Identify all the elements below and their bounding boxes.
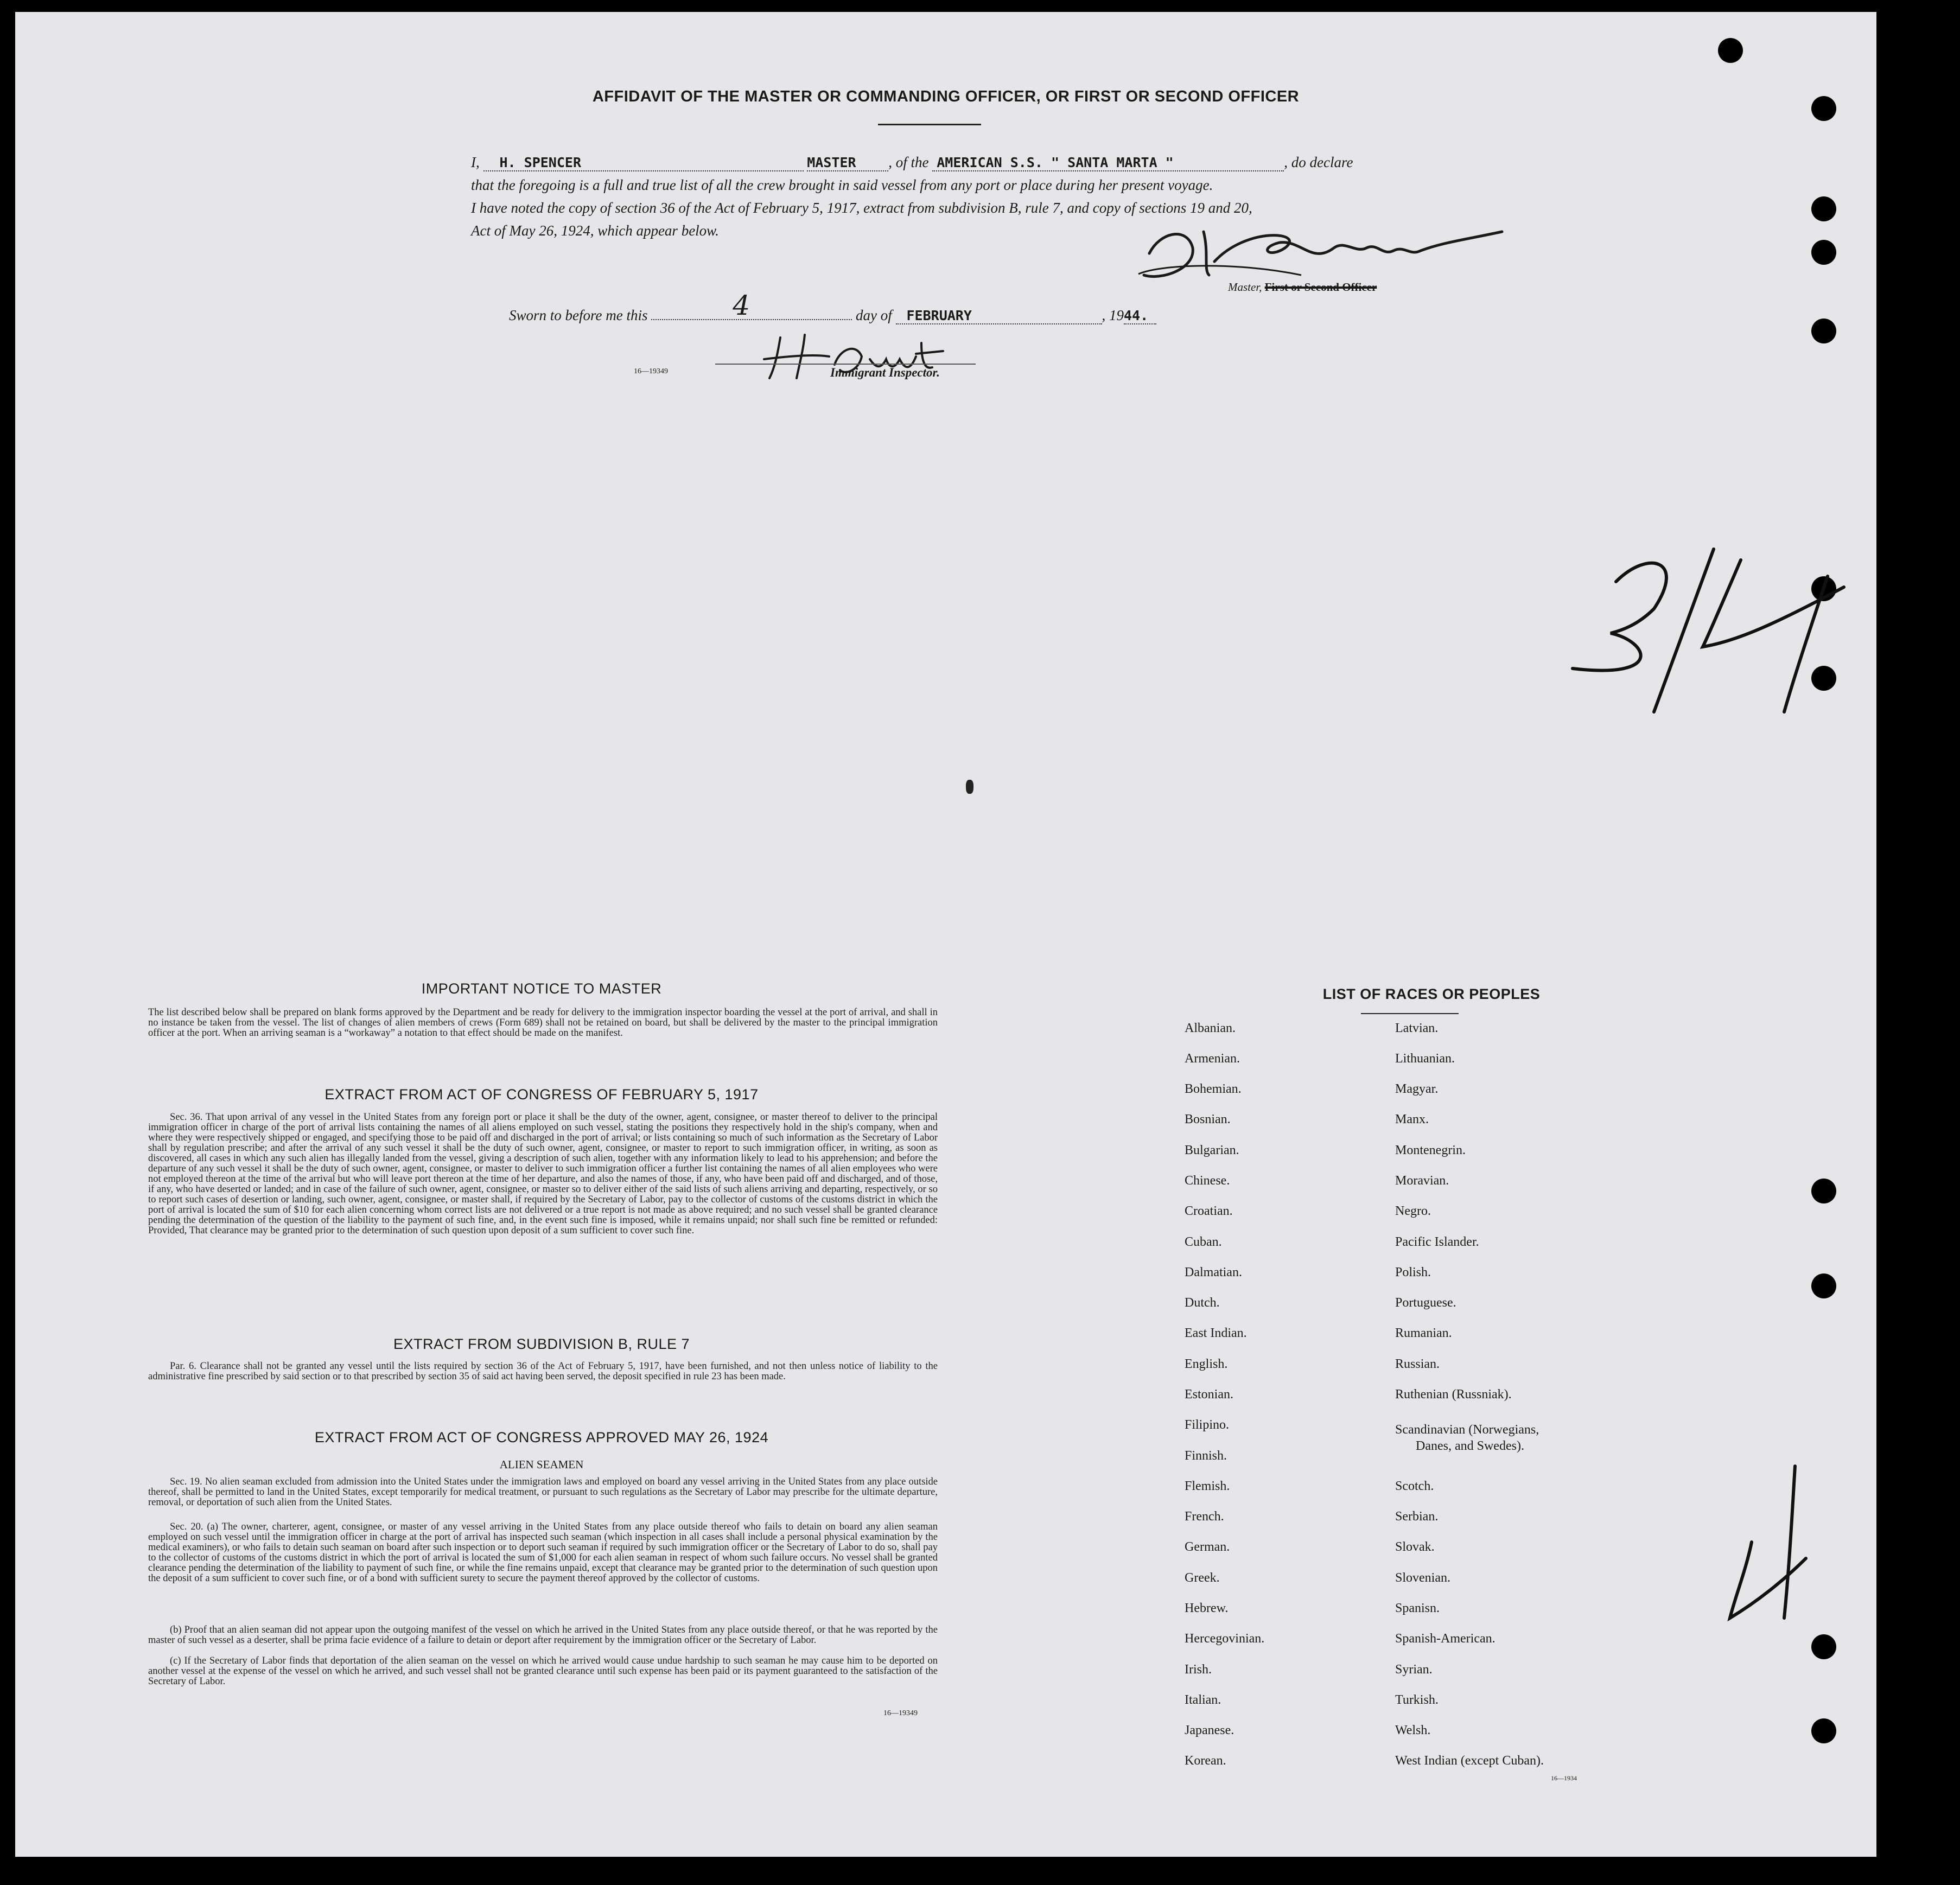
- race-item: Moravian.: [1395, 1174, 1449, 1188]
- race-item: Chinese.: [1185, 1174, 1230, 1188]
- race-item: Ruthenian (Russniak).: [1395, 1387, 1512, 1402]
- punch-hole: [1811, 319, 1836, 343]
- race-item: Hercegovinian.: [1185, 1632, 1265, 1646]
- race-item: Slovenian.: [1395, 1571, 1450, 1585]
- rule7-title: EXTRACT FROM SUBDIVISION B, RULE 7: [393, 1336, 690, 1352]
- race-item: West Indian (except Cuban).: [1395, 1754, 1544, 1768]
- affidavit-line-4: Act of May 26, 1924, which appear below.: [471, 222, 719, 239]
- race-item: Croatian.: [1185, 1204, 1233, 1218]
- race-item: Greek.: [1185, 1571, 1220, 1585]
- inspector-label: Immigrant Inspector.: [830, 366, 940, 379]
- punch-hole: [1811, 1273, 1836, 1298]
- extract-form-number: 16—19349: [883, 1709, 918, 1717]
- race-item: Scotch.: [1395, 1479, 1434, 1493]
- race-item: Danes, and Swedes).: [1416, 1439, 1524, 1453]
- race-item: Bulgarian.: [1185, 1143, 1239, 1157]
- race-item: Cuban.: [1185, 1235, 1222, 1249]
- sec20c-text: (c) If the Secretary of Labor finds that deportation of the alien seaman on the vessel on which he arrived would cause undue hardship to such seaman he may cause him to be deported on another vessel at the expense of the vessel on which he arrived, and such vessel shall not be granted clearance until such expense has been paid or its payment guaranteed to the satisfaction of the Secretary of Labor.: [148, 1655, 938, 1687]
- extract-1924-title: EXTRACT FROM ACT OF CONGRESS APPROVED MAY 26, 1924: [314, 1429, 769, 1445]
- master-name-field: H. SPENCER: [483, 155, 804, 171]
- punch-hole: [1718, 38, 1743, 63]
- punch-hole: [1811, 1718, 1836, 1743]
- title-underline: [878, 124, 981, 125]
- race-item: Bosnian.: [1185, 1112, 1231, 1126]
- race-item: Filipino.: [1185, 1418, 1230, 1432]
- race-item: Finnish.: [1185, 1449, 1227, 1463]
- race-item: Magyar.: [1395, 1082, 1439, 1096]
- sec19-text: Sec. 19. No alien seaman excluded from admission into the United States under the immigration laws and employed on board any vessel arriving in the United States from any place outside thereof, shall be permitted to land in the United States, except temporarily for medical treatment, or pursuant to such regulations as the Secretary of Labor may prescribe for the ultimate departure, removal, or deportation of such alien from the United States.: [148, 1476, 938, 1508]
- extract-1917-title: EXTRACT FROM ACT OF CONGRESS OF FEBRUARY 5, 1917: [324, 1086, 759, 1103]
- race-item: Pacific Islander.: [1395, 1235, 1479, 1249]
- year-field: 44.: [1124, 308, 1156, 324]
- inspector-sign-line: [715, 364, 976, 365]
- race-item: Korean.: [1185, 1754, 1226, 1768]
- affidavit-line-2: that the foregoing is a full and true list of all the crew brought in said vessel from any port or place during her present voyage.: [471, 177, 1213, 193]
- pronoun-text: I,: [471, 154, 480, 170]
- affidavit-line-3: I have noted the copy of section 36 of the Act of February 5, 1917, extract from subdivision B, rule 7, and copy of sections 19 and 20,: [471, 200, 1252, 216]
- punch-hole: [1811, 1179, 1836, 1203]
- sec20a-text: Sec. 20. (a) The owner, charterer, agent, consignee, or master of any vessel arriving in the United States from any place outside thereof who fails to detain on board any alien seaman employed on such vessel until the immigration officer in charge at the port of arrival has inspected such seaman (which inspection in all cases shall include a personal physical examination by the medical examiners), or who fails to detain such seaman on board after such inspection or to deport such seaman if required by such immigration officer or the Secretary of Labor to do so, shall pay to the collector of customs of the customs district in which the port of arrival is located the sum of $1,000 for each alien seaman in respect of whom such failure occurs. No vessel shall be granted clearance pending the determination of the liability to payment of such fine, or while the fine remains unpaid, except that clearance may be granted prior to the determination of such question upon the deposit of a sum sufficient to cover such fine, or of a bond with sufficient surety to secure the payment thereof approved by the collector of customs.: [148, 1521, 938, 1584]
- alien-seamen-subtitle: ALIEN SEAMEN: [499, 1458, 584, 1471]
- race-item: Dalmatian.: [1185, 1265, 1242, 1279]
- race-item: Dutch.: [1185, 1296, 1220, 1310]
- race-item: Syrian.: [1395, 1663, 1433, 1677]
- sworn-line: [509, 290, 1156, 324]
- race-item: Japanese.: [1185, 1723, 1234, 1737]
- do-declare-text: , do declare: [1284, 154, 1353, 170]
- punch-hole: [1811, 196, 1836, 221]
- race-item: Welsh.: [1395, 1723, 1431, 1737]
- race-item: Italian.: [1185, 1693, 1221, 1707]
- master-signature: [1128, 210, 1518, 291]
- sworn-text: Sworn to before me this: [509, 307, 648, 323]
- race-item: German.: [1185, 1540, 1230, 1554]
- races-form-number: 16—1934: [1551, 1774, 1577, 1782]
- affidavit-title: AFFIDAVIT OF THE MASTER OR COMMANDING OFFICER, OR FIRST OR SECOND OFFICER: [592, 88, 1300, 105]
- sec20b-text: (b) Proof that an alien seaman did not appear upon the outgoing manifest of the vessel on which he arrived in the United States from any place outside thereof, or that he was reported by the master of such vessel as a deserter, shall be prima facie evidence of a failure to detain or deport after requirement by the immigration officer or the Secretary of Labor.: [148, 1625, 938, 1646]
- race-item: Polish.: [1395, 1265, 1431, 1279]
- extract-1917-text: Sec. 36. That upon arrival of any vessel in the United States from any foreign port or place it shall be the duty of the owner, agent, consignee, or master thereof to deliver to the principal immigration officer in charge of the port of arrival lists containing the names of all aliens employed on such vessel, stating the positions they respectively hold in the ship's company, when and where they were respectively shipped or engaged, and specifying those to be paid off and discharged in the port of arrival; or lists containing so much of such information as the Secretary of Labor shall by regulation prescribe; and after the arrival of any such vessel it shall be the duty of such owner, agent, consignee, or master to report to such immigration officer, in writing, as soon as discovered, all cases in which any such alien has illegally landed from the vessel, giving a description of such alien, together with any information likely to lead to his apprehension; and before the departure of any such vessel it shall be the duty of such owner, agent, consignee, or master to deliver to such immigration officer a further list containing the names of all alien employees who were not employed thereon at the time of the arrival but who will leave port thereon at the time of her departure, and also the names of those, if any, who have been paid off and discharged, and of those, if any, who have deserted or landed; and in case of the failure of such owner, agent, consignee, or master so to deliver either of the said lists of such aliens arriving and departing, respectively, or so to report such cases of desertion or landing, such owner, agent, consignee, or master shall, if required by the Secretary of Labor, pay to the collector of customs of the customs district in which the port of arrival is located the sum of $10 for each alien concerning whom correct lists are not delivered or a true report is not made as above required; and no such vessel shall be granted clearance pending the determination of the question of the liability to the payment of such fine, and, in the event such fine is imposed, while it remains unpaid; nor shall such fine be remitted or refunded: Provided, That clearance may be granted prior to the determination of such question upon deposit of a sum sufficient to cover such fine.: [148, 1112, 938, 1236]
- race-item: French.: [1185, 1510, 1224, 1524]
- handwritten-day: 4: [733, 290, 750, 321]
- race-item: East Indian.: [1185, 1326, 1247, 1340]
- affidavit-form-number: 16—19349: [634, 367, 668, 375]
- race-item: Lithuanian.: [1395, 1052, 1455, 1066]
- race-item: Slovak.: [1395, 1540, 1435, 1554]
- race-item: Albanian.: [1185, 1021, 1236, 1035]
- vessel-field: AMERICAN S.S. " SANTA MARTA ": [932, 155, 1284, 171]
- race-item: Russian.: [1395, 1357, 1440, 1371]
- race-item: Armenian.: [1185, 1052, 1240, 1066]
- of-the-text: , of the: [888, 154, 929, 170]
- race-item: Serbian.: [1395, 1510, 1439, 1524]
- race-item: Hebrew.: [1185, 1601, 1229, 1615]
- race-item: Scandinavian (Norwegians,: [1395, 1423, 1539, 1437]
- race-item: Latvian.: [1395, 1021, 1439, 1035]
- master-label: Master,: [1228, 281, 1262, 294]
- affidavit-line-1: [471, 154, 1353, 171]
- race-item: Spanisn.: [1395, 1601, 1440, 1615]
- year-prefix: , 19: [1102, 307, 1124, 323]
- month-field: FEBRUARY: [896, 308, 1102, 324]
- race-item: Manx.: [1395, 1112, 1429, 1126]
- struck-officer-label: First or Second Officer: [1264, 281, 1377, 294]
- race-item: Irish.: [1185, 1663, 1212, 1677]
- handwritten-page-mark: [1562, 517, 1855, 723]
- race-item: Bohemian.: [1185, 1082, 1242, 1096]
- races-title-underline: [1361, 1013, 1459, 1014]
- race-item: Turkish.: [1395, 1693, 1439, 1707]
- notice-text: The list described below shall be prepared on blank forms approved by the Department and be ready for delivery to the immigration inspector boarding the vessel at the port of arrival, and shall in no instance be taken from the vessel. The list of changes of alien members of crews (Form 689) shall not be retained on board, but shall be delivered by the master to the principal immigration officer at the port. When an arriving seaman is a “workaway” a notation to that effect should be made on the manifest.: [148, 1007, 938, 1039]
- races-title: LIST OF RACES OR PEOPLES: [1322, 986, 1541, 1002]
- race-item: Negro.: [1395, 1204, 1431, 1218]
- punch-hole: [1811, 1634, 1836, 1659]
- notice-title: IMPORTANT NOTICE TO MASTER: [421, 980, 662, 997]
- ink-spot: [966, 780, 973, 794]
- sworn-day-field: [651, 290, 852, 321]
- race-item: Spanish-American.: [1395, 1632, 1496, 1646]
- race-item: Rumanian.: [1395, 1326, 1452, 1340]
- handwritten-corner-mark: [1708, 1455, 1817, 1634]
- race-item: Montenegrin.: [1395, 1143, 1466, 1157]
- rank-field: MASTER: [807, 155, 888, 171]
- race-item: Portuguese.: [1395, 1296, 1456, 1310]
- day-of-text: day of: [856, 307, 892, 323]
- race-item: English.: [1185, 1357, 1228, 1371]
- signature-title: [1228, 281, 1377, 294]
- punch-hole: [1811, 240, 1836, 265]
- rule7-text: Par. 6. Clearance shall not be granted any vessel until the lists required by section 36 of the Act of February 5, 1917, have been furnished, and not then unless notice of liability to the administrative fine prescribed by said section or to that prescribed by section 35 of said act having been served, the deposit specified in rule 23 has been made.: [148, 1361, 938, 1382]
- race-item: Flemish.: [1185, 1479, 1230, 1493]
- document-page: [15, 12, 1876, 1857]
- race-item: Estonian.: [1185, 1387, 1233, 1402]
